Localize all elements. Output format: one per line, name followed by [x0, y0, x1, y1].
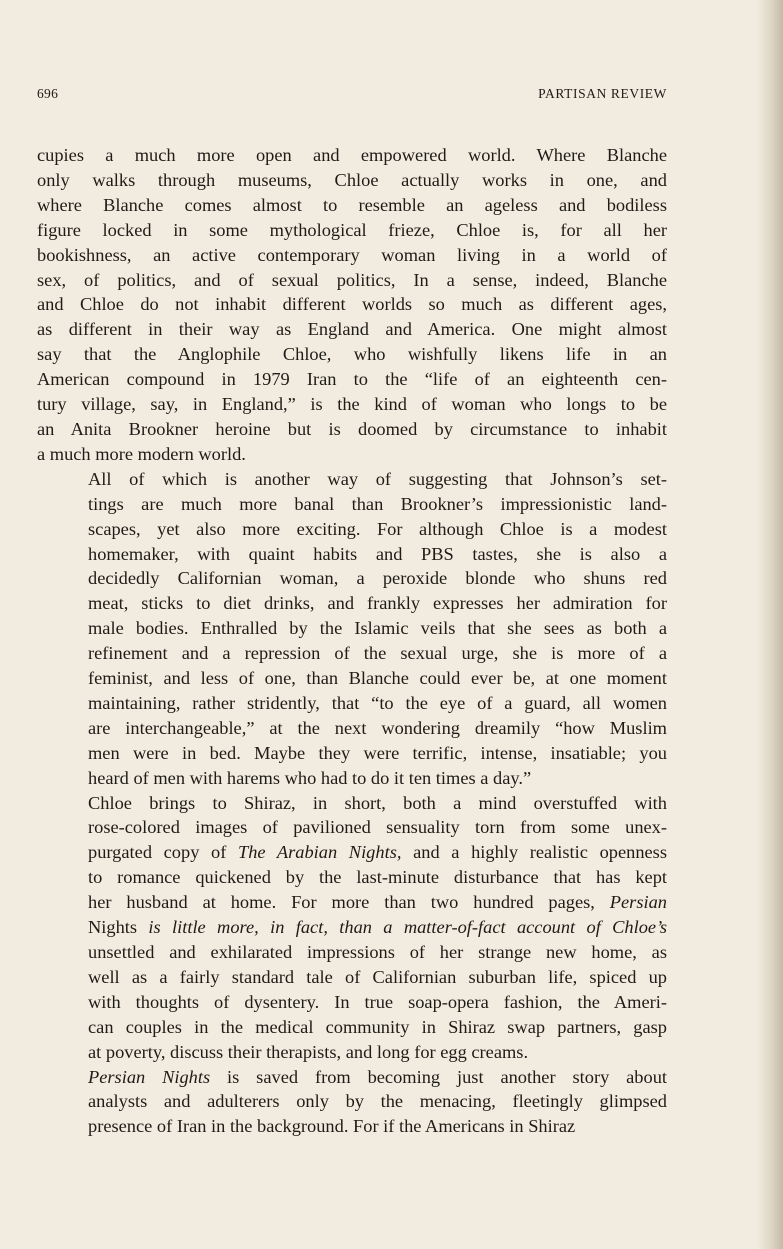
text-line: tury village, say, in England,” is the kind of woman who longs to be: [37, 394, 667, 415]
text-line: tings are much more banal than Brookner’s impressionistic land-: [88, 493, 667, 514]
text-line: say that the Anglophile Chloe, who wishfully likens life in an: [37, 344, 667, 365]
paragraph: [37, 467, 667, 791]
paragraph: [37, 143, 667, 467]
text-line: Nights is little more, in fact, than a matter-of-fact account of Chloe’s: [88, 917, 667, 938]
body-text: [37, 143, 667, 1139]
text-line: analysts and adulterers only by the menacing, fleetingly glimpsed: [88, 1091, 667, 1112]
text-line: presence of Iran in the background. For if the Americans in Shiraz: [88, 1116, 576, 1137]
text-line: Persian Nights is saved from becoming just another story about: [88, 1066, 668, 1087]
text-line: where Blanche comes almost to resemble an ageless and bodiless: [37, 194, 667, 215]
text-line: scapes, yet also more exciting. For although Chloe is a modest: [88, 518, 667, 539]
running-head: [37, 86, 667, 106]
text-line: refinement and a repression of the sexual urge, she is more of a: [88, 643, 667, 664]
text-line: men were in bed. Maybe they were terrific, intense, insatiable; you: [88, 742, 667, 763]
italic-title: Persian: [609, 892, 667, 913]
text-line: well as a fairly standard tale of Californian suburban life, spiced up: [88, 966, 667, 987]
text-line: rose-colored images of pavilioned sensuality torn from some unex-: [88, 817, 667, 838]
text-line: figure locked in some mythological frieze, Chloe is, for all her: [37, 219, 667, 240]
journal-title: PARTISAN REVIEW: [538, 86, 667, 101]
paragraph: [37, 791, 667, 1065]
text-line: her husband at home. For more than two hundred pages, Persian: [88, 892, 667, 913]
italic-title: is little more, in fact, than a matter-of-fact account of Chloe’s: [137, 917, 667, 938]
text-line: an Anita Brookner heroine but is doomed by circumstance to inhabit: [37, 418, 667, 439]
text-line: a much more modern world.: [37, 443, 246, 464]
text-line: bookishness, an active contemporary woman living in a world of: [37, 244, 667, 265]
text-line: heard of men with harems who had to do it ten times a day.”: [88, 767, 532, 788]
text-line: with thoughts of dysentery. In true soap-opera fashion, the Ameri-: [88, 991, 667, 1012]
text-line: homemaker, with quaint habits and PBS tastes, she is also a: [88, 543, 667, 564]
page-edge-shadow: [757, 0, 783, 1249]
text-line: only walks through museums, Chloe actually works in one, and: [37, 169, 667, 190]
text-line: decidedly Californian woman, a peroxide blonde who shuns red: [88, 568, 667, 589]
text-line: purgated copy of The Arabian Nights, and a highly realistic openness: [88, 842, 667, 863]
text-line: as different in their way as England and America. One might almost: [37, 319, 667, 340]
text-line: meat, sticks to diet drinks, and frankly expresses her admiration for: [88, 593, 667, 614]
italic-title: Persian Nights: [88, 1066, 211, 1087]
text-line: to romance quickened by the last-minute disturbance that has kept: [88, 867, 667, 888]
italic-title: The Arabian Nights,: [238, 842, 402, 863]
text-line: male bodies. Enthralled by the Islamic veils that she sees as both a: [88, 618, 667, 639]
text-line: feminist, and less of one, than Blanche could ever be, at one moment: [88, 668, 667, 689]
text-line: sex, of politics, and of sexual politics, In a sense, indeed, Blanche: [37, 269, 667, 290]
text-line: can couples in the medical community in Shiraz swap partners, gasp: [88, 1016, 667, 1037]
text-line: All of which is another way of suggesting that Johnson’s set-: [88, 468, 667, 489]
text-line: cupies a much more open and empowered world. Where Blanche: [37, 145, 667, 165]
text-line: and Chloe do not inhabit different worlds so much as different ages,: [37, 294, 667, 315]
text-line: are interchangeable,” at the next wondering dreamily “how Muslim: [88, 717, 667, 738]
text-line: maintaining, rather stridently, that “to the eye of a guard, all women: [88, 692, 667, 713]
text-line: American compound in 1979 Iran to the “life of an eighteenth cen-: [37, 369, 667, 390]
text-line: unsettled and exhilarated impressions of her strange new home, as: [88, 942, 667, 962]
text-line: Chloe brings to Shiraz, in short, both a mind overstuffed with: [88, 792, 667, 813]
page-number: 696: [37, 86, 59, 101]
paragraph: [37, 1065, 667, 1140]
text-line: at poverty, discuss their therapists, and long for egg creams.: [88, 1041, 529, 1062]
